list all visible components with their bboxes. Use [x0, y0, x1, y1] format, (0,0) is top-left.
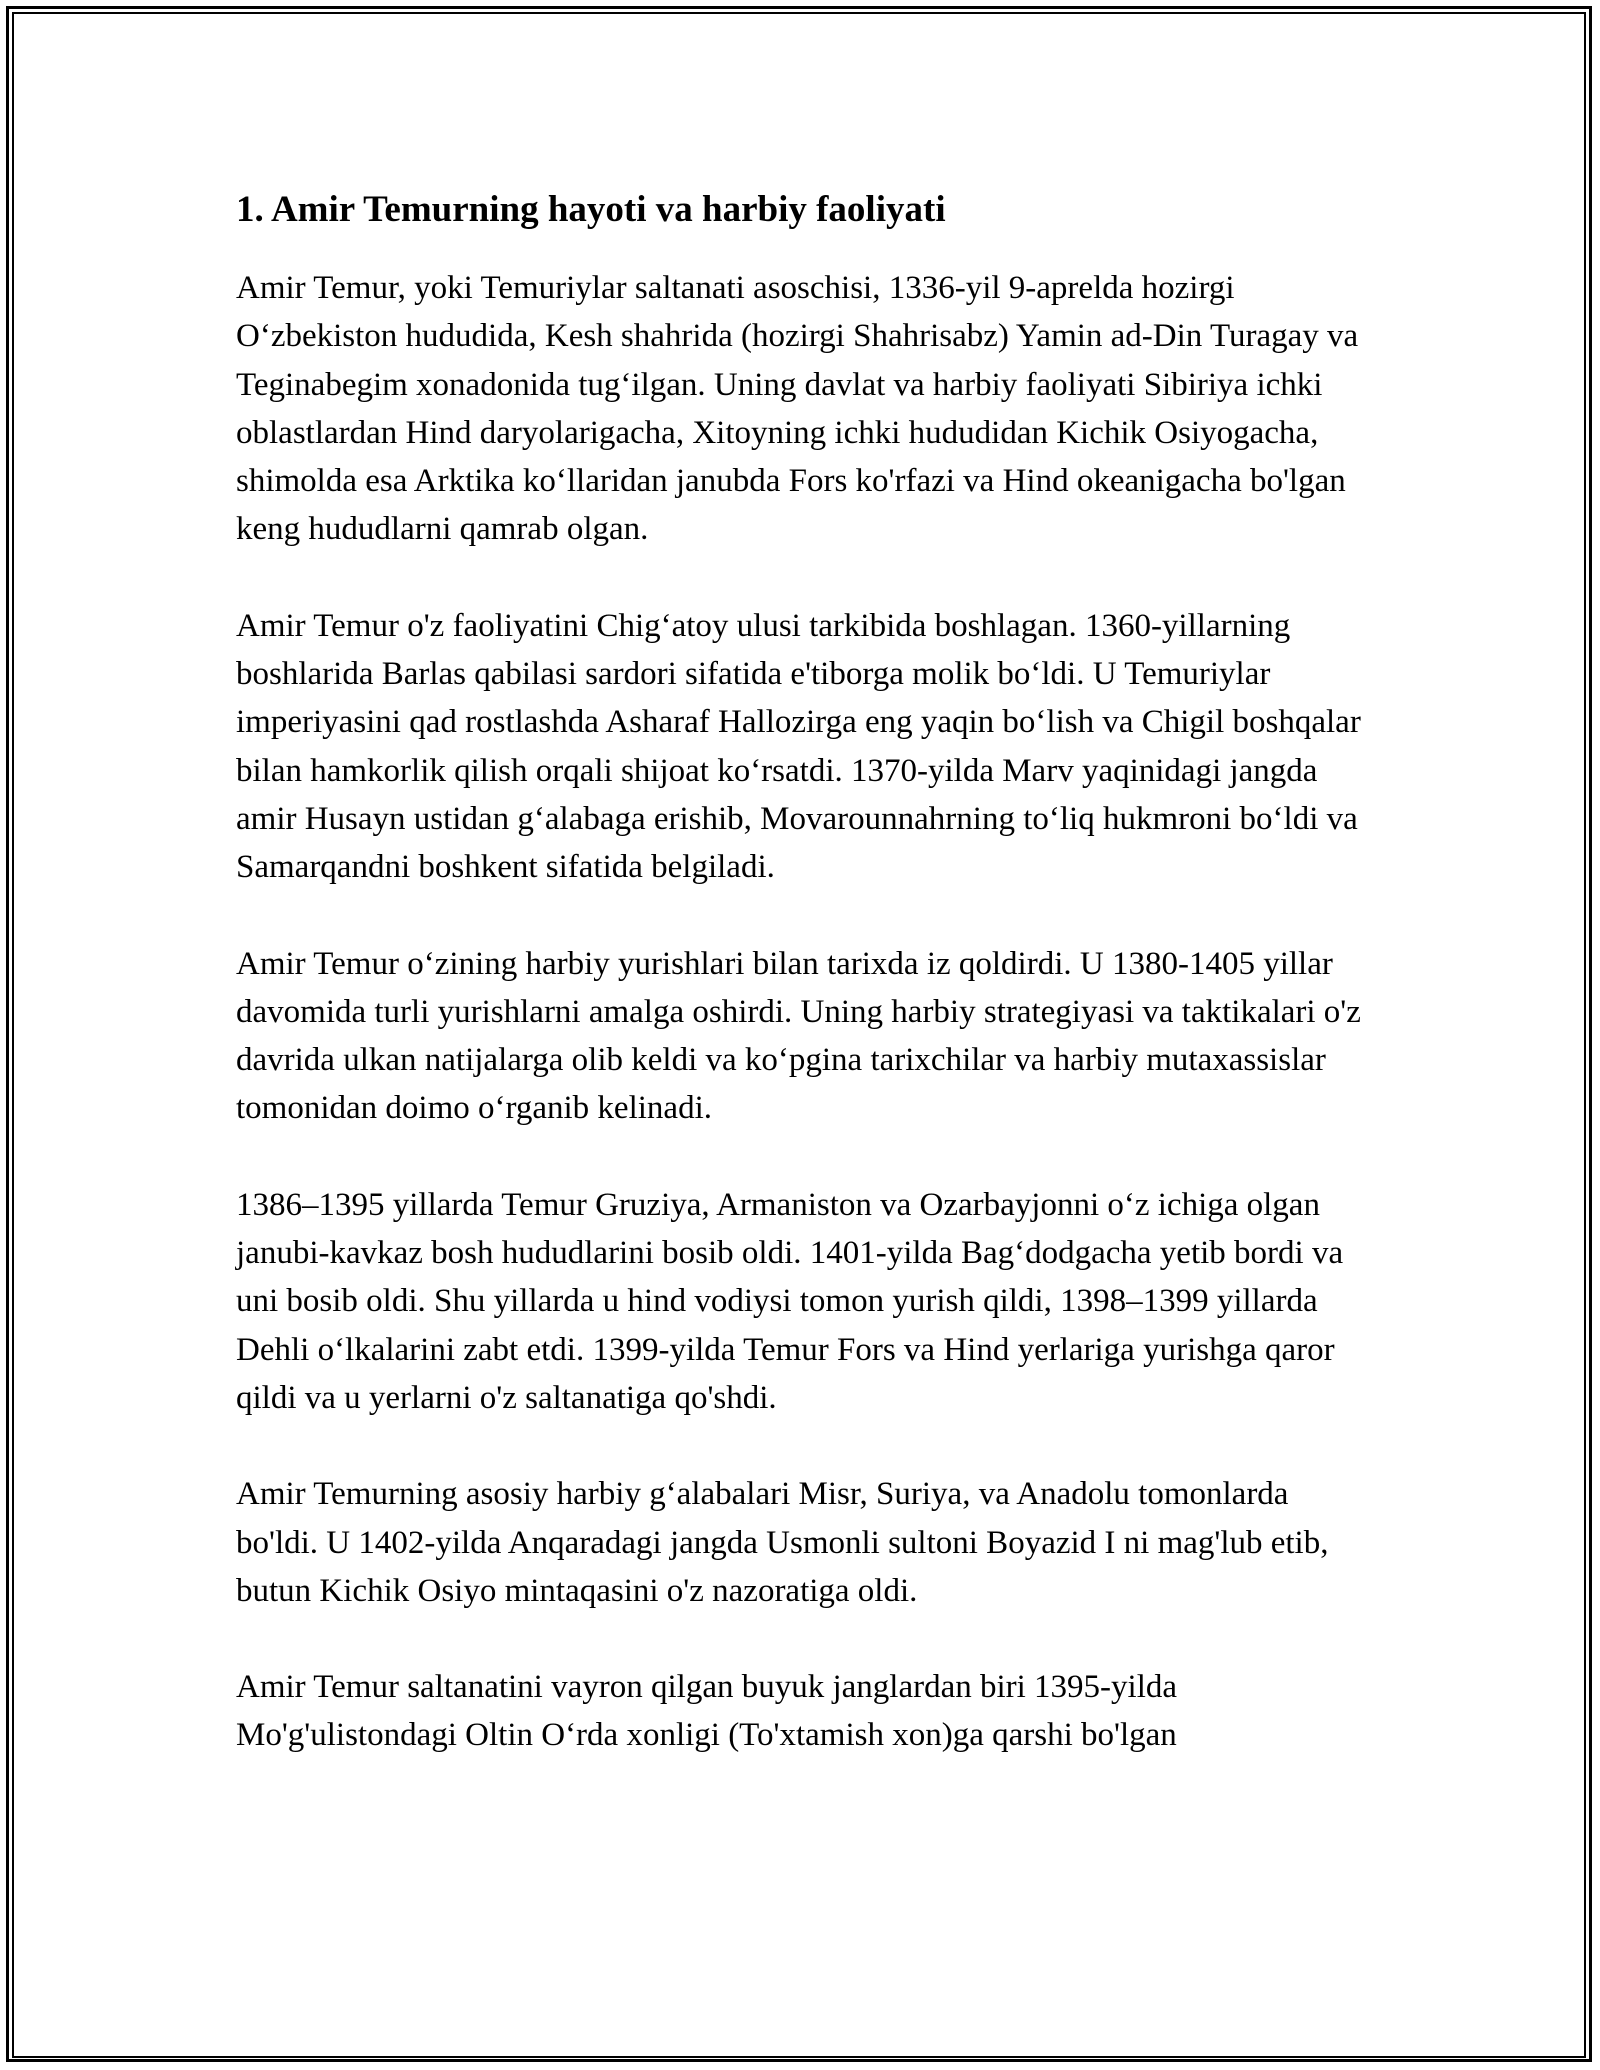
section-heading: 1. Amir Temurning hayoti va harbiy faoliyati: [236, 189, 946, 230]
paragraph-2: Amir Temur o'z faoliyatini Chig‘atoy ulusi tarkibida boshlagan. 1360-yillarning boshlarida Barlas qabilasi sardori sifatida e'tiborga molik bo‘ldi. U Temuriylar imperiyasini qad rostlashda Asharaf Hallozirga eng yaqin bo‘lish va Chigil boshqalar bilan hamkorlik qilish orqali shijoat ko‘rsatdi. 1370-yilda Marv yaqinidagi jangda amir Husayn ustidan g‘alabaga erishib, Movarounnahrning to‘liq hukmroni bo‘ldi va Samarqandni boshkent sifatida belgiladi.: [236, 607, 1361, 886]
paragraph-3: Amir Temur o‘zining harbiy yurishlari bilan tarixda iz qoldirdi. U 1380-1405 yillar davomida turli yurishlarni amalga oshirdi. Uning harbiy strategiyasi va taktikalari o'z davrida ulkan natijalarga olib keldi va ko‘pgina tarixchilar va harbiy mutaxassislar tomonidan doimo o‘rganib kelinadi.: [236, 945, 1361, 1127]
document-body: [236, 186, 1366, 1808]
paragraph-1: Amir Temur, yoki Temuriylar saltanati asoschisi, 1336-yil 9-aprelda hozirgi O‘zbekiston hududida, Kesh shahrida (hozirgi Shahrisabz) Yamin ad-Din Turagay va Teginabegim xonadonida tug‘ilgan. Uning davlat va harbiy faoliyati Sibiriya ichki oblastlardan Hind daryolarigacha, Xitoyning ichki hududidan Kichik Osiyogacha, shimolda esa Arktika ko‘llaridan janubda Fors ko'rfazi va Hind okeanigacha bo'lgan keng hududlarni qamrab olgan.: [236, 270, 1359, 548]
paragraph-5: Amir Temurning asosiy harbiy g‘alabalari Misr, Suriya, va Anadolu tomonlarda bo'ldi. U 1402-yilda Anqaradagi jangda Usmonli sultoni Boyazid I ni mag'lub etib, butun Kichik Osiyo mintaqasini o'z nazoratiga oldi.: [236, 1476, 1329, 1609]
paragraph-6: Amir Temur saltanatini vayron qilgan buyuk janglardan biri 1395-yilda Mo'g'ulistondagi Oltin O‘rda xonligi (To'xtamish xon)ga qarshi bo'lgan: [236, 1669, 1178, 1754]
paragraph-4: 1386–1395 yillarda Temur Gruziya, Armaniston va Ozarbayjonni o‘z ichiga olgan janubi-kavkaz bosh hududlarini bosib oldi. 1401-yilda Bag‘dodgacha yetib bordi va uni bosib oldi. Shu yillarda u hind vodiysi tomon yurish qildi, 1398–1399 yillarda Dehli o‘lkalarini zabt etdi. 1399-yilda Temur Fors va Hind yerlariga yurishga qaror qildi va u yerlarni o'z saltanatiga qo'shdi.: [236, 1186, 1344, 1416]
